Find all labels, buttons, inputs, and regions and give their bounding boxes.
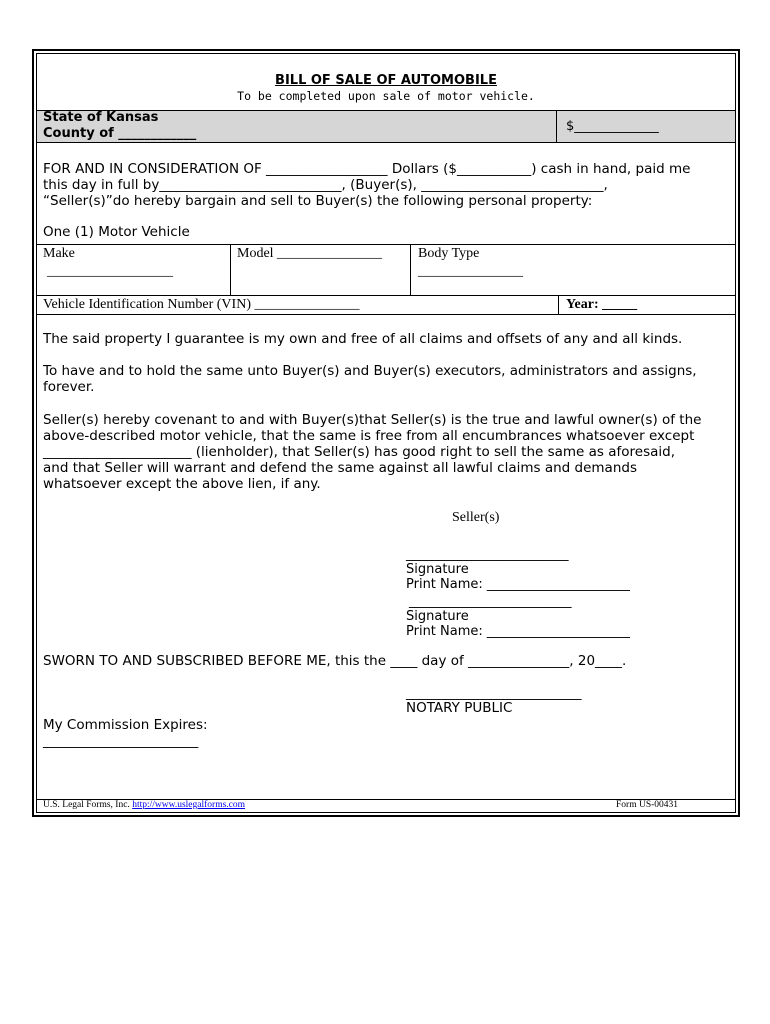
hold-line-1: To have and to hold the same unto Buyer(s) and Buyer(s) executors, administrators and assigns,: [43, 363, 697, 379]
vehicle-table-col1: [230, 244, 231, 295]
notary-signature-line[interactable]: ___________________________: [406, 686, 582, 701]
covenant-line-4: and that Seller will warrant and defend the same against all lawful claims and demands: [43, 460, 637, 476]
print-name-1-field[interactable]: Print Name: ______________________: [406, 577, 630, 592]
vin-field[interactable]: Vehicle Identification Number (VIN) _______________: [43, 297, 360, 312]
form-subtitle: To be completed upon sale of motor vehicle.: [237, 89, 535, 103]
vehicle-table-top: [37, 244, 735, 245]
covenant-line-3: ______________________ (lienholder), that Seller(s) has good right to sell the same as aforesaid,: [43, 444, 676, 460]
year-field[interactable]: Year: _____: [566, 297, 638, 312]
notary-public-label: NOTARY PUBLIC: [406, 700, 513, 716]
consideration-line-3: “Seller(s)”do hereby bargain and sell to Buyer(s) the following personal property:: [43, 193, 593, 209]
covenant-line-1: Seller(s) hereby covenant to and with Buyer(s)that Seller(s) is the true and lawful owner(s) of the: [43, 412, 702, 428]
signature-1-line[interactable]: _________________________: [406, 547, 569, 562]
footer-website-link[interactable]: http://www.uslegalforms.com: [132, 800, 246, 810]
make-label: Make: [43, 246, 75, 261]
footer-company: [43, 800, 245, 810]
print-name-2-field[interactable]: Print Name: ______________________: [406, 624, 630, 639]
state-band-divider: [556, 110, 557, 143]
consideration-line-2: this day in full by___________________________, (Buyer(s), ___________________________,: [43, 177, 608, 193]
consideration-line-1: FOR AND IN CONSIDERATION OF __________________ Dollars ($___________) cash in hand, paid me: [43, 161, 691, 177]
body-type-field[interactable]: _______________: [418, 264, 523, 279]
form-title: BILL OF SALE OF AUTOMOBILE: [275, 73, 497, 88]
sworn-statement: SWORN TO AND SUBSCRIBED BEFORE ME, this the ____ day of _______________, 20____.: [43, 653, 627, 669]
body-type-label: Body Type: [418, 246, 480, 261]
state-label: State of Kansas: [43, 110, 159, 125]
sellers-label: Seller(s): [452, 510, 500, 525]
county-field[interactable]: County of ____________: [43, 126, 197, 141]
guarantee-text: The said property I guarantee is my own and free of all claims and offsets of any and all kinds.: [43, 331, 683, 347]
hold-line-2: forever.: [43, 379, 95, 395]
covenant-line-5: whatsoever except the above lien, if any.: [43, 476, 321, 492]
signature-1-label: Signature: [406, 562, 469, 577]
vehicle-table-bottom: [37, 314, 735, 315]
make-field[interactable]: __________________: [47, 264, 173, 279]
amount-field[interactable]: $_____________: [566, 119, 659, 134]
vehicle-table-mid: [37, 295, 735, 296]
footer-form-id: Form US-00431: [616, 800, 679, 810]
commission-expires-label: My Commission Expires:: [43, 717, 208, 733]
vehicle-table-col2: [410, 244, 411, 295]
signature-2-label: Signature: [406, 609, 469, 624]
covenant-line-2: above-described motor vehicle, that the same is free from all encumbrances whatsoever except: [43, 428, 695, 444]
signature-2-line[interactable]: _________________________: [409, 594, 572, 609]
commission-expires-field[interactable]: _______________________: [43, 733, 199, 749]
vehicle-table-col3: [558, 295, 559, 314]
model-field[interactable]: Model _______________: [237, 246, 383, 261]
footer-company-name: U.S. Legal Forms, Inc.: [43, 800, 130, 810]
property-description: One (1) Motor Vehicle: [43, 224, 190, 240]
